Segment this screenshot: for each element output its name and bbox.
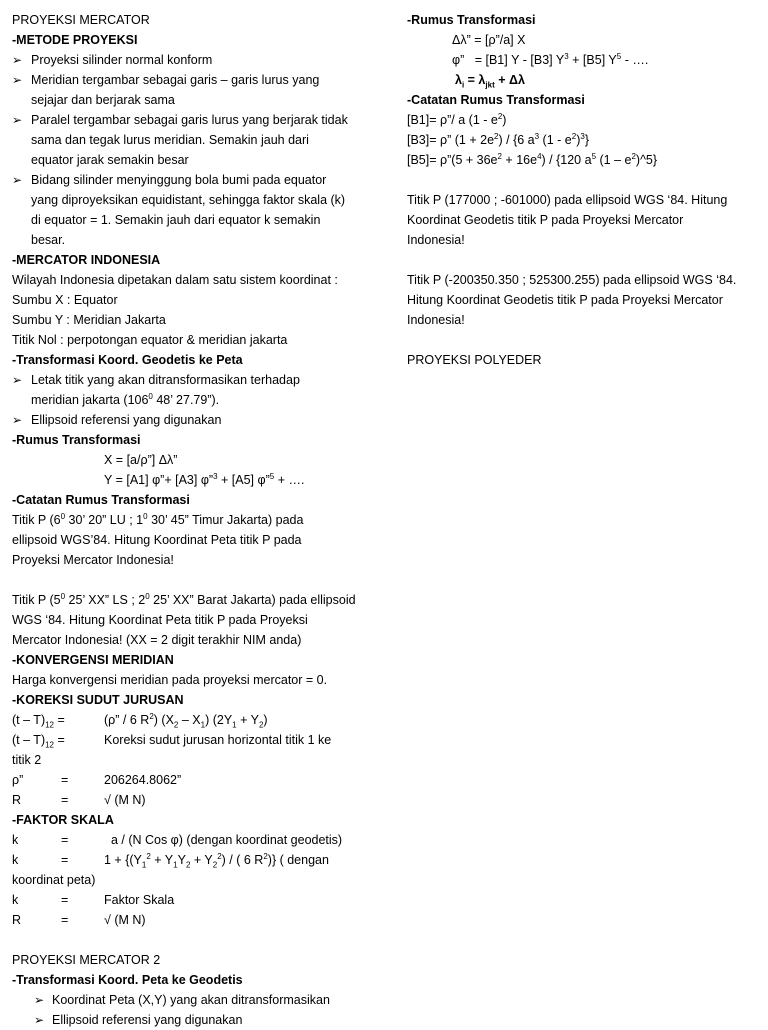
- formula-row-k-2: k = $1 + \{(Y_1^2 + Y_1Y_2 + Y_2^2)$ / ( 6 $R^2$)} ( dengan: [12, 851, 329, 870]
- text-line: Sumbu Y : Meridian Jakarta: [12, 313, 166, 327]
- question-4-line: Titik P (-200350.350 ; 525300.255) pada ellipsoid WGS ‘84.: [407, 273, 737, 287]
- formula-b3: [B3]= ρ” $(1 + 2e^2) / \{6$ $a^3$ $(1 - e^2)^3$}: [407, 131, 589, 147]
- list-item-continuation: meridian jakarta ($106^0$ 48’ 27.79”).: [31, 391, 220, 407]
- formula-lambda: $\lambda_i = \lambda_{jkt} + \Delta\lambda$: [455, 73, 525, 90]
- spacer: [12, 930, 370, 950]
- question-3-line: Indonesia!: [407, 233, 465, 247]
- formula-b1: [B1]= ρ”/ a $(1 - e^2)$: [407, 111, 507, 127]
- formula-continuation: titik 2: [12, 753, 42, 767]
- heading-transformasi-peta-geodetis: -Transformasi Koord. Peta ke Geodetis: [12, 973, 243, 987]
- question-3-line: Titik P (177000 ; -601000) pada ellipsoid WGS ‘84. Hitung: [407, 193, 728, 207]
- spacer: [407, 170, 757, 190]
- question-1-line: Proyeksi Mercator Indonesia!: [12, 553, 174, 567]
- heading-rumus-transformasi: -Rumus Transformasi: [12, 433, 141, 447]
- list-item: ➢ Letak titik yang akan ditransformasikan terhadap: [12, 370, 370, 390]
- section-title-polyeder: PROYEKSI POLYEDER: [407, 353, 542, 367]
- formula-x: X = [a/ρ”] Δλ”: [104, 453, 178, 467]
- list-item-continuation: besar.: [31, 233, 66, 247]
- heading-mercator-indonesia: -MERCATOR INDONESIA: [12, 253, 161, 267]
- spacer: [12, 570, 370, 590]
- question-3-line: Koordinat Geodetis titik P pada Proyeksi Mercator: [407, 213, 684, 227]
- formula-row-k-1: k = a / (N Cos φ) (dengan koordinat geodetis): [12, 833, 343, 847]
- formula-row-t-T-2: $(t - T)_{12}$ = Koreksi sudut jurusan horizontal titik 1 ke: [12, 733, 332, 750]
- list-item: ➢ Koordinat Peta (X,Y) yang akan ditransformasikan: [12, 990, 370, 1010]
- formula-row-rho: ρ” = 206264.8062”: [12, 773, 182, 787]
- heading-konvergensi-meridian: -KONVERGENSI MERIDIAN: [12, 653, 174, 667]
- text-line: Harga konvergensi meridian pada proyeksi mercator = 0.: [12, 673, 328, 687]
- formula-row-r: R = √ (M N): [12, 793, 146, 807]
- list-item: ➢ Meridian tergambar sebagai garis – garis lurus yang: [12, 70, 370, 90]
- left-column: [12, 10, 370, 1030]
- question-4-line: Indonesia!: [407, 313, 465, 327]
- section-title-mercator: PROYEKSI MERCATOR: [12, 13, 150, 27]
- spacer: [407, 330, 757, 350]
- formula-phi: φ” = [B1] Y - [B3] $Y^3 + [B5]$ $Y^5$ - ….: [452, 51, 649, 67]
- list-item-continuation: sejajar dan berjarak sama: [31, 93, 175, 107]
- formula-row-k-3: k = Faktor Skala: [12, 893, 175, 907]
- question-2-line: Mercator Indonesia! (XX = 2 digit terakhir NIM anda): [12, 633, 302, 647]
- text-line: Titik Nol : perpotongan equator & meridian jakarta: [12, 333, 288, 347]
- formula-continuation: koordinat peta): [12, 873, 96, 887]
- text-line: Wilayah Indonesia dipetakan dalam satu sistem koordinat :: [12, 273, 338, 287]
- heading-catatan-rumus-2: -Catatan Rumus Transformasi: [407, 93, 585, 107]
- list-item-continuation: yang diproyeksikan equidistant, sehingga faktor skala (k): [31, 193, 346, 207]
- heading-metode-proyeksi: -METODE PROYEKSI: [12, 33, 138, 47]
- heading-koreksi-sudut-jurusan: -KOREKSI SUDUT JURUSAN: [12, 693, 184, 707]
- heading-rumus-transformasi-2: -Rumus Transformasi: [407, 13, 536, 27]
- list-item: ➢ Paralel tergambar sebagai garis lurus yang berjarak tidak: [12, 110, 370, 130]
- list-item-continuation: sama dan tegak lurus meridian. Semakin jauh dari: [31, 133, 309, 147]
- spacer: [407, 250, 757, 270]
- list-item: ➢ Proyeksi silinder normal konform: [12, 50, 370, 70]
- right-column: [407, 10, 757, 370]
- list-item-continuation: equator jarak semakin besar: [31, 153, 189, 167]
- list-item: ➢ Bidang silinder menyinggung bola bumi pada equator: [12, 170, 370, 190]
- question-4-line: Hitung Koordinat Geodetis titik P pada Proyeksi Mercator: [407, 293, 723, 307]
- formula-b5: [B5]= ρ”(5 + $36e^2 + 16e^4) / \{120$ $a^5$ $(1 - e^2)\^{}5$}: [407, 151, 658, 167]
- formula-y: Y = [A1] φ”+ [A3] φ”$^3$ + [A5] φ”$^5$ + ….: [104, 471, 305, 487]
- list-item: ➢ Ellipsoid referensi yang digunakan: [12, 410, 370, 430]
- question-1-line: Titik P ($6^0$ 30’ 20” LU ; $1^0$ 30’ 45” Timur Jakarta) pada: [12, 511, 304, 527]
- section-title-mercator-2: PROYEKSI MERCATOR 2: [12, 953, 161, 967]
- question-1-line: ellipsoid WGS’84. Hitung Koordinat Peta titik P pada: [12, 533, 302, 547]
- question-2-line: Titik P ($5^0$ 25’ XX” LS ; $2^0$ 25’ XX” Barat Jakarta) pada ellipsoid: [12, 591, 356, 607]
- heading-faktor-skala: -FAKTOR SKALA: [12, 813, 114, 827]
- formula-row-r-2: R = √ (M N): [12, 913, 146, 927]
- list-item-continuation: di equator = 1. Semakin jauh dari equator k semakin: [31, 213, 321, 227]
- formula-row-t-T-1: $(t - T)_{12}$ = (ρ” / 6 $R^2$) $(X_2 - X_1) (2Y_1 + Y_2)$: [12, 711, 268, 730]
- question-2-line: WGS ‘84. Hitung Koordinat Peta titik P pada Proyeksi: [12, 613, 308, 627]
- heading-catatan-rumus: -Catatan Rumus Transformasi: [12, 493, 190, 507]
- formula-delta-lambda: Δλ” = [ρ”/a] X: [452, 33, 526, 47]
- heading-transformasi-geodetis-peta: -Transformasi Koord. Geodetis ke Peta: [12, 353, 243, 367]
- text-line: Sumbu X : Equator: [12, 293, 118, 307]
- list-item: ➢ Ellipsoid referensi yang digunakan: [12, 1010, 370, 1030]
